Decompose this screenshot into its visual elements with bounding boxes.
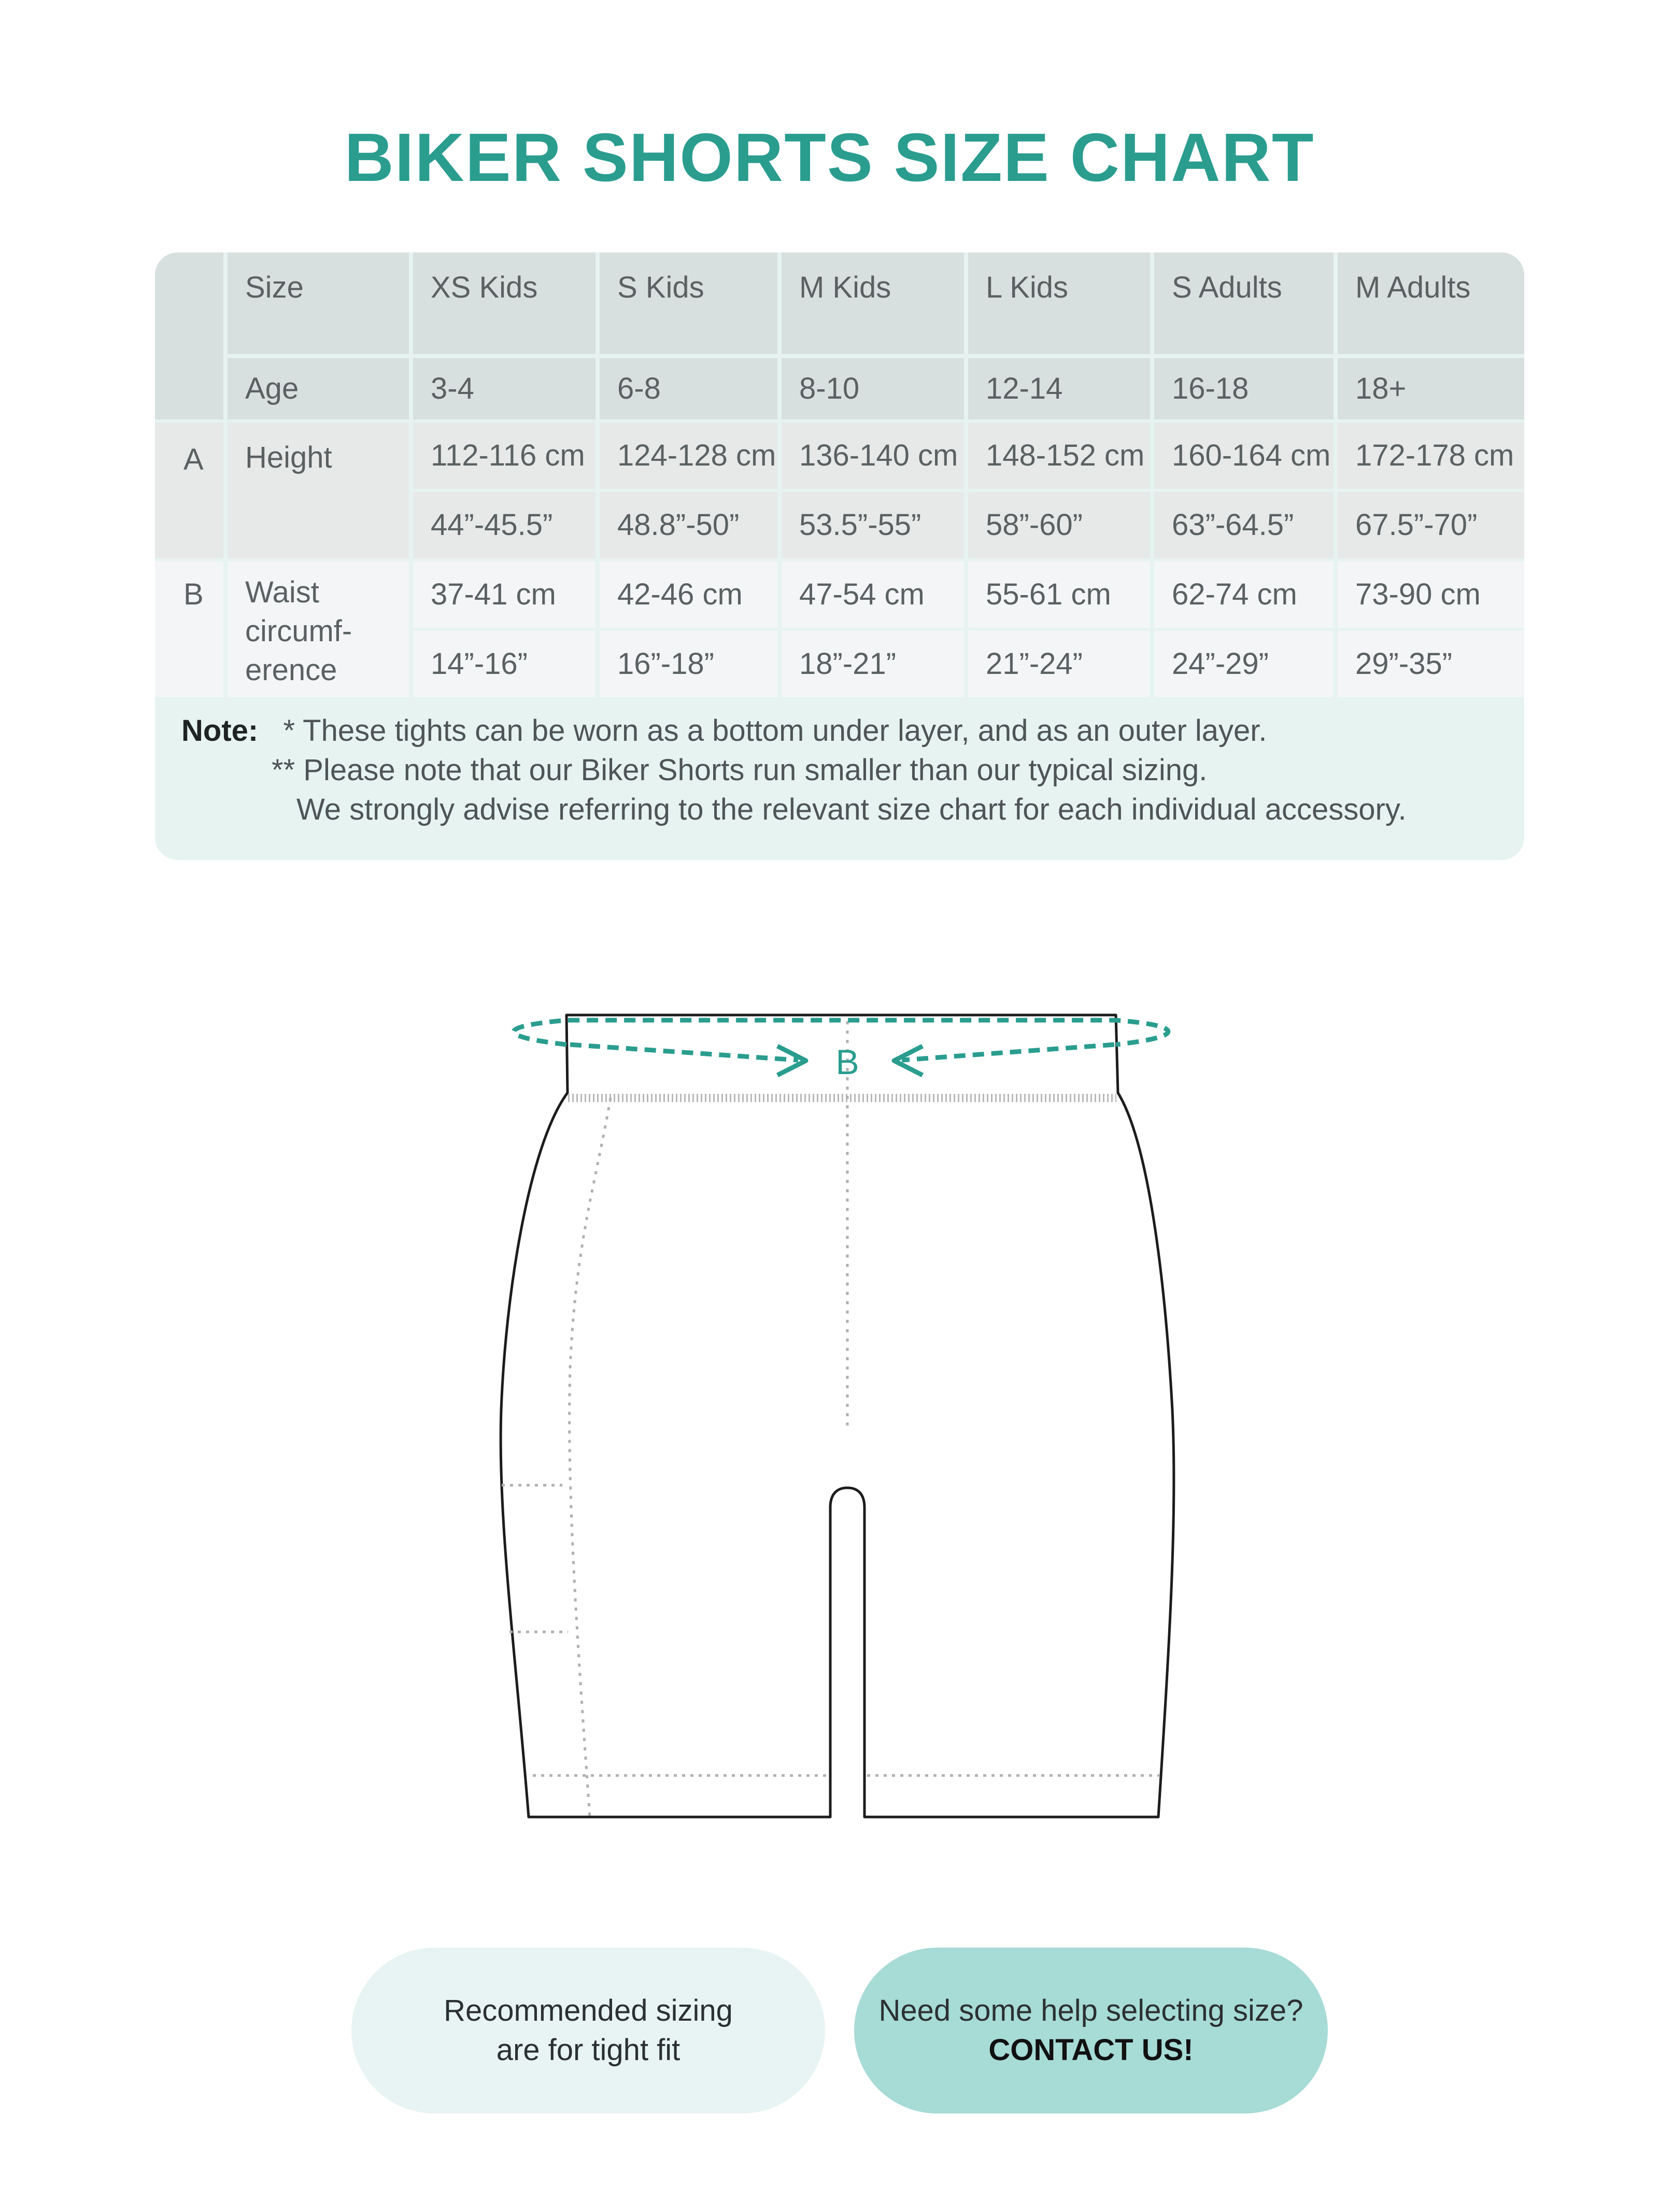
height-inch-cell (1338, 492, 1524, 558)
note-line-2: ** Please note that our Biker Shorts run smaller than our typical sizing. (272, 753, 1208, 787)
height-inch-cell-text: 67.5”-70” (1355, 508, 1478, 542)
height-inch-cell (782, 492, 964, 558)
waist-cm-cell-text: 73-90 cm (1355, 577, 1481, 612)
size-header (413, 252, 595, 354)
height-cm-cell-text: 124-128 cm (617, 439, 776, 473)
size-label: Size (245, 271, 304, 304)
waist-cm-cell-text: 62-74 cm (1172, 577, 1297, 612)
waist-inch-cell (1154, 631, 1334, 697)
age-cell-text: 3-4 (431, 372, 474, 406)
height-cm-cell (968, 422, 1150, 489)
waist-inch-cell-text: 24”-29” (1172, 647, 1269, 681)
age-cell (1154, 358, 1334, 419)
waist-cm-cell-text: 55-61 cm (986, 577, 1111, 612)
waist-cm-cell (413, 561, 595, 628)
age-cell (968, 358, 1150, 419)
waist-cm-cell (1338, 561, 1524, 628)
height-inch-cell-text: 58”-60” (986, 508, 1083, 542)
height-cm-cell (600, 422, 777, 489)
tight-fit-note (351, 1948, 825, 2114)
age-cell (600, 358, 777, 419)
shorts-outline (501, 1015, 1174, 1817)
age-cell (413, 358, 595, 419)
waist-label: Waist circumf- erence (245, 575, 352, 687)
note-line-3: We strongly advise referring to the relevant size chart for each individual accessory. (296, 793, 1407, 826)
tight-fit-line-2: are for tight fit (496, 2033, 680, 2067)
waist-cm-cell-text: 47-54 cm (799, 577, 925, 612)
waist-measure-label: B (835, 1042, 859, 1082)
age-cell-text: 8-10 (799, 372, 860, 406)
help-text: Need some help selecting size? (878, 1994, 1303, 2027)
size-header (1154, 252, 1334, 354)
age-cell-text: 16-18 (1172, 372, 1249, 406)
height-cm-cell-text: 136-140 cm (799, 439, 958, 473)
waist-inch-cell-text: 21”-24” (986, 647, 1083, 681)
age-label-cell (228, 358, 409, 419)
waist-cm-cell (782, 561, 964, 628)
height-inch-cell-text: 53.5”-55” (799, 508, 921, 542)
height-cm-cell (782, 422, 964, 489)
size-chart-table (155, 252, 1524, 860)
height-cm-cell-text: 112-116 cm (431, 439, 585, 473)
age-cell-text: 18+ (1355, 372, 1407, 406)
page-title: BIKER SHORTS SIZE CHART (344, 119, 1315, 195)
height-inch-cell-text: 44”-45.5” (431, 508, 553, 542)
waist-inch-cell-text: 14”-16” (431, 647, 528, 681)
height-letter: A (183, 443, 204, 476)
size-header (600, 252, 777, 354)
size-header-text: S Adults (1172, 271, 1282, 304)
height-letter-cell (155, 422, 223, 558)
height-inch-cell (968, 492, 1150, 558)
height-cm-cell (1154, 422, 1334, 489)
note-line-1: * These tights can be worn as a bottom under layer, and as an outer layer. (283, 714, 1267, 748)
waist-inch-cell (600, 631, 777, 697)
size-header (782, 252, 964, 354)
height-inch-cell-text: 63”-64.5” (1172, 508, 1294, 542)
note-block (181, 711, 1407, 829)
height-inch-cell (600, 492, 777, 558)
waist-inch-cell-text: 16”-18” (617, 647, 714, 681)
waist-inch-cell-text: 18”-21” (799, 647, 896, 681)
waist-cm-cell (1154, 561, 1334, 628)
size-header-text: M Kids (799, 271, 891, 304)
waist-inch-cell (782, 631, 964, 697)
waist-cm-cell (968, 561, 1150, 628)
height-cm-cell (413, 422, 595, 489)
size-header (968, 252, 1150, 354)
height-cm-cell-text: 172-178 cm (1355, 439, 1514, 473)
waist-label-cell (228, 561, 409, 697)
waist-cm-cell-text: 37-41 cm (431, 577, 556, 612)
height-inch-cell-text: 48.8”-50” (617, 508, 740, 542)
height-label-cell (228, 422, 409, 558)
waist-inch-cell (968, 631, 1150, 697)
height-cm-cell-text: 160-164 cm (1172, 439, 1331, 473)
contact-us-label: CONTACT US! (988, 2033, 1194, 2067)
height-label: Height (245, 441, 332, 474)
waist-letter-cell (155, 561, 223, 697)
age-cell (1338, 358, 1524, 419)
tight-fit-line-1: Recommended sizing (444, 1994, 733, 2027)
height-cm-cell-text: 148-152 cm (986, 439, 1145, 473)
height-cm-cell (1338, 422, 1524, 489)
waist-letter: B (183, 577, 204, 611)
height-inch-cell (413, 492, 595, 558)
size-header-text: M Adults (1355, 271, 1471, 304)
size-label-cell (228, 252, 409, 354)
age-cell-text: 12-14 (986, 372, 1063, 406)
age-cell-text: 6-8 (617, 372, 661, 406)
waist-cm-cell-text: 42-46 cm (617, 577, 743, 612)
waist-cm-cell (600, 561, 777, 628)
waist-inch-cell (1338, 631, 1524, 697)
note-label: Note: (181, 714, 259, 748)
waist-inch-cell-text: 29”-35” (1355, 647, 1452, 681)
corner-cell (155, 252, 223, 419)
age-label: Age (245, 372, 299, 406)
shorts-diagram (466, 975, 1192, 1835)
waist-inch-cell (413, 631, 595, 697)
contact-us-button[interactable] (854, 1948, 1328, 2114)
size-header (1338, 252, 1524, 354)
height-inch-cell (1154, 492, 1334, 558)
size-header-text: XS Kids (431, 271, 538, 304)
size-header-text: S Kids (617, 271, 704, 304)
age-cell (782, 358, 964, 419)
size-header-text: L Kids (986, 271, 1069, 304)
